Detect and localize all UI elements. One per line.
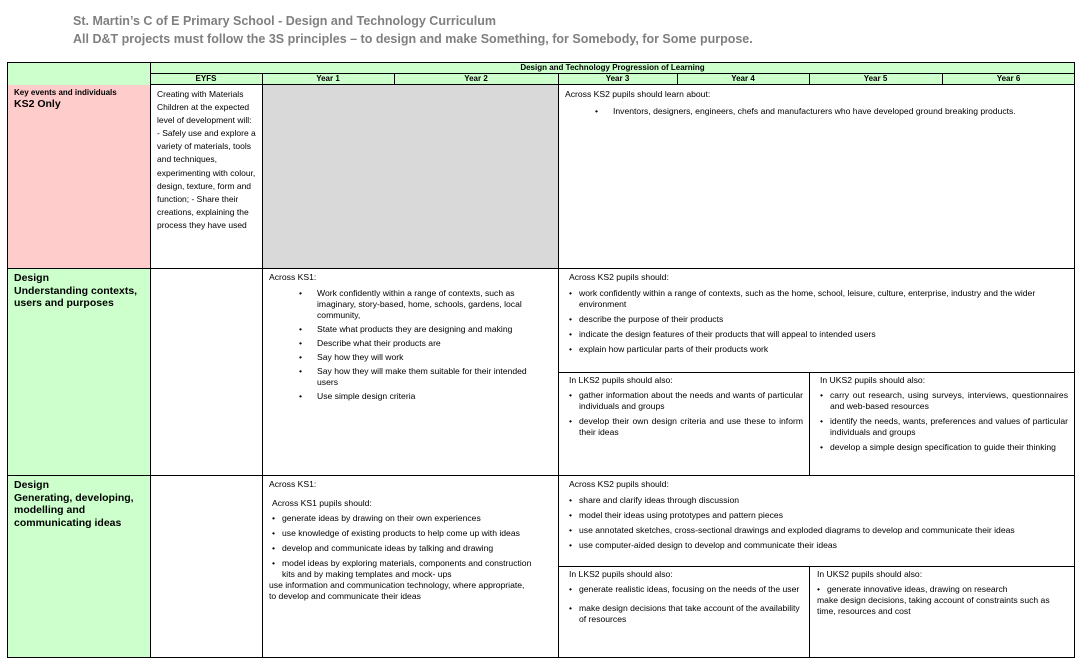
list-item: • indicate the design features of their products that will appeal to intended users xyxy=(569,329,1064,340)
row3-ks2-cell xyxy=(559,476,1074,558)
row2-lks2-cell xyxy=(559,373,809,444)
list-item: • develop their own design criteria and use these to inform their ideas xyxy=(569,416,803,438)
list-item: • work confidently within a range of contexts, such as the home, school, leisure, culture, enterprise, industry and the wider environment xyxy=(569,288,1064,310)
list-item: • model ideas by exploring materials, components and construction kits and by making templates and mock- ups xyxy=(272,558,538,580)
col-eyfs: EYFS xyxy=(195,74,217,83)
row3-ks1-tail: use information and communication technology, where appropriate, to develop and communicate their ideas xyxy=(269,580,525,601)
row3-label xyxy=(8,476,150,532)
list-item: • gather information about the needs and wants of particular individuals and groups xyxy=(569,390,803,412)
list-item: • describe the purpose of their products xyxy=(569,314,1064,325)
list-item: • generate innovative ideas, drawing on research xyxy=(817,584,1068,595)
list-item: • develop and communicate ideas by talking and drawing xyxy=(272,543,538,554)
col-year4: Year 4 xyxy=(731,74,755,83)
col-year1: Year 1 xyxy=(316,74,340,83)
row1-ks2-cell xyxy=(559,86,1074,120)
row1-ks2-intro: Across KS2 pupils should learn about: xyxy=(565,89,711,99)
list-item: • use annotated sketches, cross-sectional drawings and exploded diagrams to develop and communicate their ideas xyxy=(569,525,1064,536)
list-item: • State what products they are designing and making xyxy=(269,324,546,335)
list-item: • develop a simple design specification to guide their thinking xyxy=(820,442,1068,453)
row2-label xyxy=(8,269,150,313)
row3-ks2-intro: Across KS2 pupils should: xyxy=(569,479,669,489)
col-year3: Year 3 xyxy=(605,74,630,83)
row2-ks1-cell xyxy=(263,269,558,405)
row2-label-line3: users and purposes xyxy=(14,297,114,309)
list-item: • model their ideas using prototypes and pattern pieces xyxy=(569,510,1064,521)
row3-ks1-intro: Across KS1: xyxy=(269,479,317,489)
col-year6: Year 6 xyxy=(996,74,1021,83)
list-item: • share and clarify ideas through discussion xyxy=(569,495,1064,506)
row3-ks1-sub: Across KS1 pupils should: xyxy=(272,498,372,508)
row1-label-small: Key events and individuals xyxy=(14,88,117,97)
list-item: • carry out research, using surveys, interviews, questionnaires and web-based resources xyxy=(820,390,1068,412)
row2-ks2-intro: Across KS2 pupils should: xyxy=(569,272,669,282)
row3-ks1-cell xyxy=(263,476,558,605)
row2-ks2-cell xyxy=(559,269,1074,362)
list-item: • Say how they will work xyxy=(269,352,546,363)
list-item: • Say how they will make them suitable for their intended users xyxy=(269,366,546,388)
row3-label-line1: Design xyxy=(14,479,50,491)
col-year2: Year 2 xyxy=(464,74,488,83)
row2-uks2-cell xyxy=(810,373,1074,459)
row3-label-line2: Generating, developing, xyxy=(14,491,134,504)
row3-uks2-cell xyxy=(810,567,1074,619)
list-item: • explain how particular parts of their products work xyxy=(569,344,1064,355)
row3-uks2-intro: In UKS2 pupils should also: xyxy=(817,569,923,579)
row3-label-line3: modelling and xyxy=(14,504,86,516)
row2-uks2-intro: In UKS2 pupils should also: xyxy=(820,375,926,385)
row2-label-line1: Design xyxy=(14,272,50,284)
list-item: • use computer-aided design to develop and communicate their ideas xyxy=(569,540,1064,551)
row2-lks2-intro: In LKS2 pupils should also: xyxy=(569,375,673,385)
row3-lks2-cell xyxy=(559,567,809,631)
list-item: • Use simple design criteria xyxy=(269,391,546,402)
row1-eyfs-text: Creating with Materials Children at the expected level of development will: - Safely use and explore a variety of materials, tools and techniques, experimenting with colour, design, texture, form and function; - Share their creations, explaining the process they have used xyxy=(157,89,256,230)
row3-label-line4: communicating ideas xyxy=(14,516,122,529)
list-item: • Inventors, designers, engineers, chefs and manufacturers who have developed ground breaking products. xyxy=(565,106,1068,117)
list-item: • use knowledge of existing products to help come up with ideas xyxy=(272,528,538,539)
col-year5: Year 5 xyxy=(863,74,888,83)
list-item: • generate realistic ideas, focusing on the needs of the user xyxy=(569,584,803,595)
row2-ks1-intro: Across KS1: xyxy=(269,272,317,282)
list-item: • identify the needs, wants, preferences and values of particular individuals and groups xyxy=(820,416,1068,438)
list-item: • Work confidently within a range of contexts, such as imaginary, story-based, home, schools, gardens, local community, xyxy=(269,288,546,321)
row1-label-main: KS2 Only xyxy=(14,98,61,110)
list-item: • make design decisions that take account of the availability of resources xyxy=(569,603,803,625)
document-header xyxy=(73,12,753,48)
table-banner: Design and Technology Progression of Learning xyxy=(520,63,705,72)
document-subtitle: All D&T projects must follow the 3S principles – to design and make Something, for Somebody, for Some purpose. xyxy=(73,32,753,46)
row3-uks2-tail: make design decisions, taking account of constraints such as time, resources and cost xyxy=(817,595,1050,616)
row1-label xyxy=(8,85,150,114)
row1-ks1-empty-cell xyxy=(262,85,558,268)
document-title: St. Martin’s C of E Primary School - Design and Technology Curriculum xyxy=(73,14,496,28)
row3-lks2-intro: In LKS2 pupils should also: xyxy=(569,569,673,579)
list-item: • generate ideas by drawing on their own experiences xyxy=(272,513,538,524)
list-item: • Describe what their products are xyxy=(269,338,546,349)
row2-label-line2: Understanding contexts, xyxy=(14,284,138,297)
